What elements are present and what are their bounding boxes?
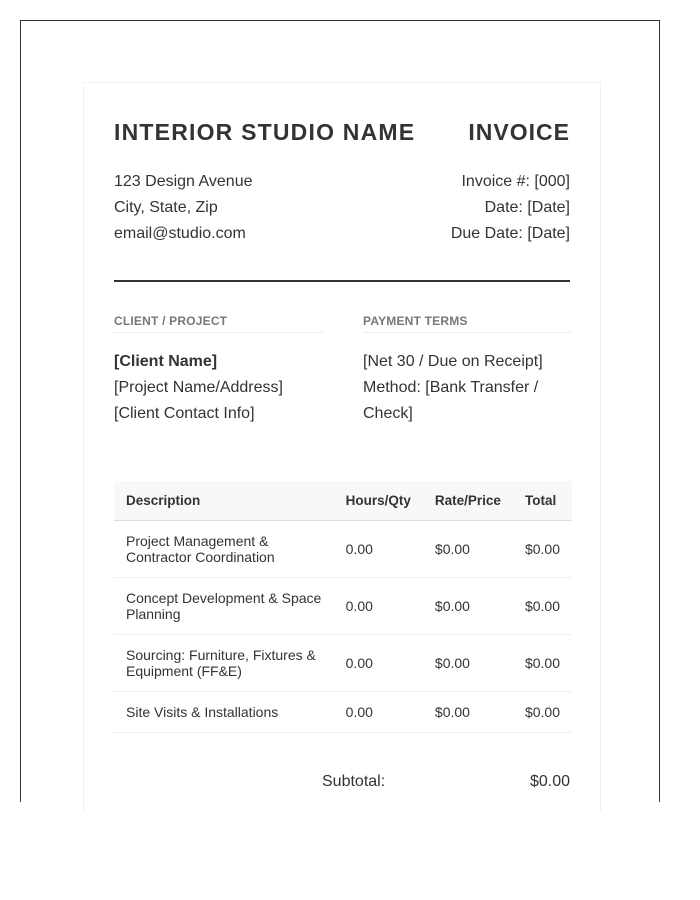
column-header-qty: Hours/Qty xyxy=(334,481,423,521)
invoice-number: Invoice #: [000] xyxy=(461,173,570,190)
invoice-header xyxy=(114,119,570,149)
document-frame xyxy=(20,20,660,802)
column-header-description: Description xyxy=(114,481,334,521)
row-description: Project Management & Contractor Coordination xyxy=(114,521,334,578)
client-section xyxy=(114,314,323,427)
row-rate: $0.00 xyxy=(423,521,513,578)
row-rate: $0.00 xyxy=(423,578,513,635)
row-qty: 0.00 xyxy=(334,578,423,635)
payment-method: Method: [Bank Transfer / Check] xyxy=(363,379,539,422)
client-project: [Project Name/Address] xyxy=(114,379,283,396)
row-rate: $0.00 xyxy=(423,692,513,733)
invoice-meta xyxy=(451,169,570,247)
column-header-rate: Rate/Price xyxy=(423,481,513,521)
studio-address-line2: City, State, Zip xyxy=(114,199,218,216)
row-description: Site Visits & Installations xyxy=(114,692,334,733)
client-heading: CLIENT / PROJECT xyxy=(114,314,323,333)
studio-name: INTERIOR STUDIO NAME xyxy=(114,119,416,145)
invoice-date: Date: [Date] xyxy=(484,199,570,216)
invoice-title: INVOICE xyxy=(468,119,570,145)
studio-address xyxy=(114,169,252,247)
studio-address-line1: 123 Design Avenue xyxy=(114,173,253,190)
line-items-table xyxy=(114,481,572,733)
invoice-page xyxy=(83,82,601,812)
column-header-total: Total xyxy=(513,481,572,521)
client-name: [Client Name] xyxy=(114,353,218,370)
row-description: Sourcing: Furniture, Fixtures & Equipment (FF&E) xyxy=(114,635,334,692)
row-description: Concept Development & Space Planning xyxy=(114,578,334,635)
subtotal-label: Subtotal: xyxy=(322,773,386,790)
payment-details xyxy=(363,349,572,427)
row-qty: 0.00 xyxy=(334,521,423,578)
table-row xyxy=(114,692,572,733)
table-header-row xyxy=(114,481,572,521)
row-total: $0.00 xyxy=(513,578,572,635)
studio-email: email@studio.com xyxy=(114,225,246,242)
row-qty: 0.00 xyxy=(334,692,423,733)
payment-terms: [Net 30 / Due on Receipt] xyxy=(363,353,543,370)
table-row xyxy=(114,521,572,578)
client-details xyxy=(114,349,323,427)
client-contact: [Client Contact Info] xyxy=(114,405,255,422)
invoice-due-date: Due Date: [Date] xyxy=(450,225,570,242)
row-rate: $0.00 xyxy=(423,635,513,692)
payment-heading: PAYMENT TERMS xyxy=(363,314,572,333)
payment-section xyxy=(363,314,572,427)
row-total: $0.00 xyxy=(513,692,572,733)
header-divider xyxy=(114,280,570,282)
row-total: $0.00 xyxy=(513,521,572,578)
row-total: $0.00 xyxy=(513,635,572,692)
table-row xyxy=(114,635,572,692)
table-row xyxy=(114,578,572,635)
row-qty: 0.00 xyxy=(334,635,423,692)
subtotal-value: $0.00 xyxy=(529,773,570,790)
